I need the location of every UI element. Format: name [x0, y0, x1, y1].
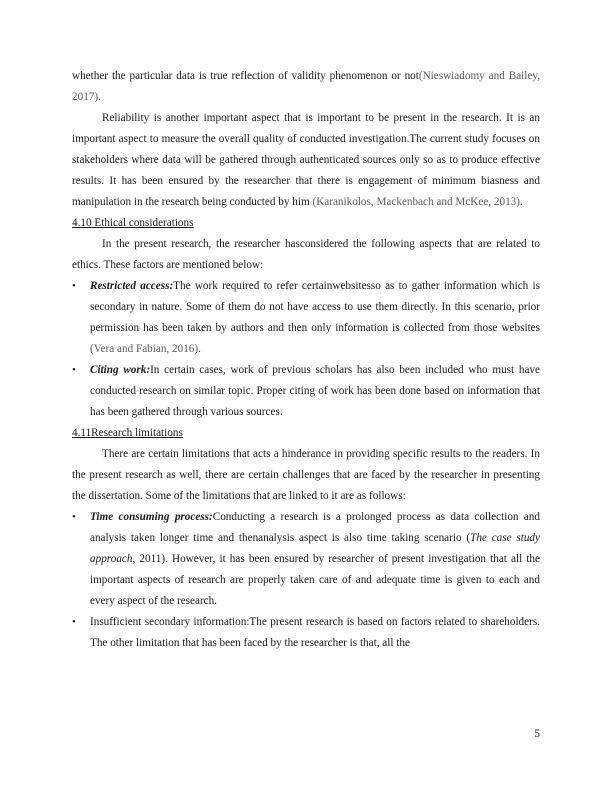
section-heading-ethical-considerations: 4.10 Ethical considerations	[72, 217, 194, 229]
citation: (Nieswiadomy and Bailey, 2017)	[72, 70, 540, 103]
page-number: 5	[534, 728, 540, 740]
limitations-bullet-list	[72, 507, 540, 654]
citation: (Vera and Fabian, 2016)	[90, 343, 199, 355]
bullet-icon: •	[72, 364, 76, 376]
bullet-term: Citing work:	[90, 364, 151, 376]
list-item: • Insufficient secondary information:The present research is based on factors related to shareholders. The other limitation that has been faced by the researcher is that, all the	[72, 612, 540, 654]
list-item: • Citing work:In certain cases, work of previous scholars has also been included who must have conducted research on similar topic. Proper citing of work has been done based on information that has been gathered through various sources.	[72, 360, 540, 423]
list-item: • Restricted access:The work required to refer certainwebsitesso as to gather information which is secondary in nature. Some of them do not have access to use them directly. In this scenario, prior permission has been taken by authors and then only information is collected from those websites (Vera and Fabian, 2016).	[72, 276, 540, 360]
paragraph-ethics-intro: In the present research, the researcher hasconsidered the following aspects that are related to ethics. These factors are mentioned below:	[72, 238, 540, 271]
citation-title: The case study approach	[90, 532, 540, 565]
bullet-icon: •	[72, 616, 76, 628]
bullet-term: Restricted access:	[90, 280, 174, 292]
bullet-term: Time consuming process:	[90, 511, 213, 523]
section-heading-research-limitations: 4.11Research limitations	[72, 427, 183, 439]
bullet-icon: •	[72, 280, 76, 292]
ethics-bullet-list	[72, 276, 540, 423]
bullet-icon: •	[72, 511, 76, 523]
page-body	[72, 66, 540, 654]
list-item: • Time consuming process:Conducting a research is a prolonged process as data collection and analysis taken longer time and thenanalysis aspect is also time taking scenario (The case study approach, 2011). However, it has been ensured by researcher of present investigation that all the important aspects of research are properly taken care of and adequate time is given to each and every aspect of the research.	[72, 507, 540, 612]
paragraph-validity: whether the particular data is true reflection of validity phenomenon or not(Nieswiadomy and Bailey, 2017).	[72, 70, 540, 103]
paragraph-limitations-intro: There are certain limitations that acts a hinderance in providing specific results to the readers. In the present research as well, there are certain challenges that are faced by the researcher in presenting the dissertation. Some of the limitations that are linked to it are as follows:	[72, 448, 540, 502]
citation: (Karanikolos, Mackenbach and McKee, 2013)	[312, 196, 520, 208]
paragraph-reliability: Reliability is another important aspect that is important to be present in the research. It is an important aspect to measure the overall quality of conducted investigation.The current study focuses on stakeholders where data will be gathered through authenticated sources only so as to produce effective results. It has been ensured by the researcher that there is engagement of minimum biasness and manipulation in the research being conducted by him (Karanikolos, Mackenbach and McKee, 2013).	[72, 112, 540, 208]
